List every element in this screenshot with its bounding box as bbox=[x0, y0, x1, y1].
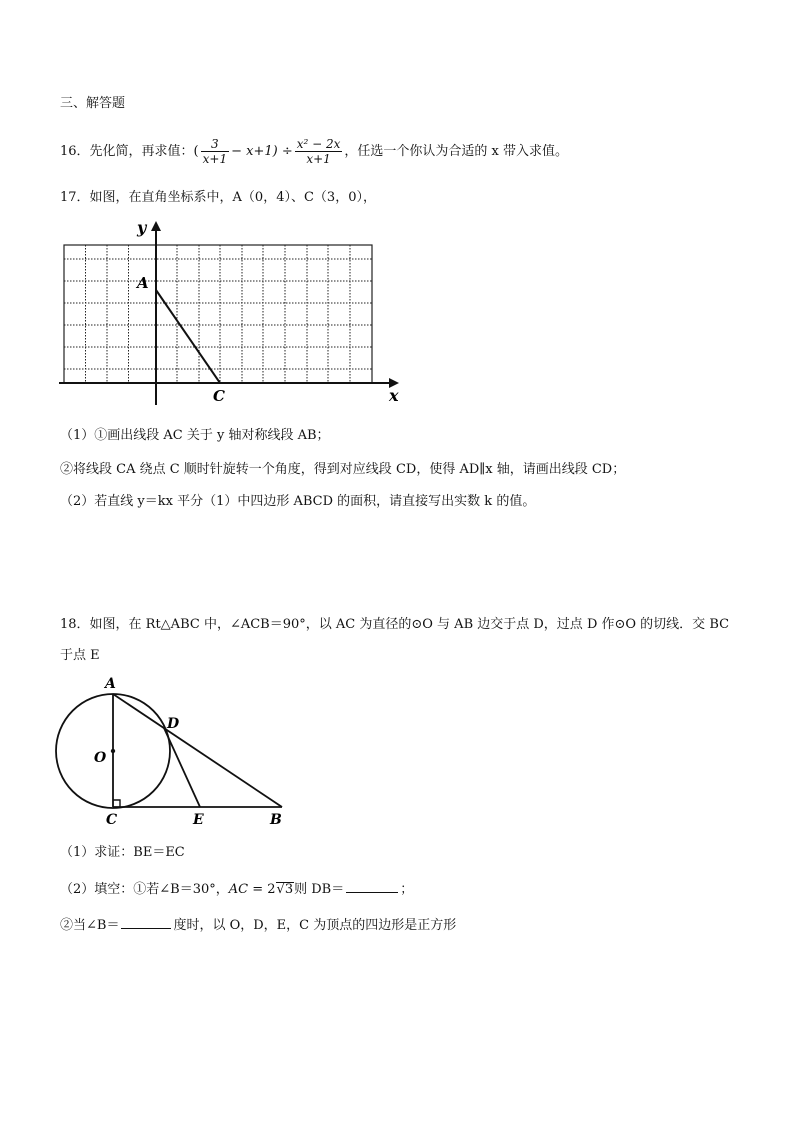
q18-line2: 于点 E bbox=[60, 648, 100, 663]
q16-frac2-denominator: x+1 bbox=[306, 152, 331, 166]
q18-label-d: D bbox=[167, 716, 180, 732]
q17-grid-lines bbox=[64, 245, 372, 383]
q17-part1b: ②将线段 CA 绕点 C 顺时针旋转一个角度，得到对应线段 CD，使得 AD∥x 轴，请画出线段 CD； bbox=[60, 462, 626, 477]
q18-line1: 18．如图，在 Rt△ABC 中，∠ACB＝90°，以 AC 为直径的⊙O 与 AB 边交于点 D，过点 D 作⊙O 的切线．交 BC bbox=[60, 617, 730, 632]
q17-part1a: （1）①画出线段 AC 关于 y 轴对称线段 AB； bbox=[60, 428, 330, 443]
q18-part2-sqrt-value: 3 bbox=[284, 882, 294, 897]
q18-part2 bbox=[60, 880, 413, 898]
q17-text: 17．如图，在直角坐标系中，A（0，4）、C（3，0）， bbox=[60, 190, 376, 205]
q18-answer-blank-angle[interactable] bbox=[121, 916, 171, 929]
q17-y-axis-arrow bbox=[151, 221, 161, 231]
q18-right-angle-mark bbox=[113, 800, 120, 807]
q18-part3-end: 度时，以 O，D，E，C 为顶点的四边形是正方形 bbox=[173, 918, 457, 933]
q16-fraction-1 bbox=[201, 137, 229, 166]
q18-part2-lead: （2）填空：①若∠B＝30°， bbox=[60, 882, 229, 897]
q18-part3 bbox=[60, 916, 456, 934]
q18-label-c: C bbox=[106, 812, 118, 828]
q16-number: 16． bbox=[60, 144, 90, 159]
q18-label-b: B bbox=[270, 812, 282, 828]
q18-side-ab bbox=[113, 694, 282, 807]
q18-part2-ac: AC bbox=[228, 882, 249, 897]
q18-part2-eq: = 2 bbox=[248, 882, 276, 897]
q17-label-a: A bbox=[137, 274, 149, 292]
q17-label-c: C bbox=[213, 387, 225, 405]
q16-fraction-2 bbox=[295, 137, 343, 166]
q18-answer-blank-db[interactable] bbox=[346, 880, 398, 893]
q18-center-dot bbox=[111, 749, 115, 753]
q16-frac1-denominator: x+1 bbox=[202, 152, 228, 166]
q16-lead: 先化简，再求值：( bbox=[89, 144, 199, 159]
q16-tail: ，任选一个你认为合适的 x 带入求值。 bbox=[344, 144, 568, 159]
q18-part2-sqrt: √3 bbox=[276, 882, 294, 897]
q16-frac1-numerator: 3 bbox=[201, 137, 229, 152]
q16-frac2-numerator: x² − 2x bbox=[296, 137, 341, 151]
q18-part2-then: 则 DB＝ bbox=[294, 882, 345, 897]
q18-part3-lead: ②当∠B＝ bbox=[60, 918, 120, 933]
question-16 bbox=[60, 132, 568, 172]
q17-label-x: x bbox=[389, 386, 399, 405]
q18-label-o: O bbox=[94, 750, 107, 766]
q17-grid-figure bbox=[55, 215, 405, 405]
section-title: 三、解答题 bbox=[60, 96, 126, 111]
q18-part1: （1）求证：BE＝EC bbox=[60, 845, 185, 860]
q16-mid: − x+1) ÷ bbox=[231, 144, 293, 159]
q18-geometry-figure bbox=[50, 670, 295, 835]
q18-label-a: A bbox=[105, 676, 116, 692]
q17-label-y: y bbox=[137, 218, 147, 237]
q18-part2-end: ； bbox=[400, 882, 414, 897]
q17-grid-border bbox=[64, 245, 372, 383]
q17-part2: （2）若直线 y＝kx 平分（1）中四边形 ABCD 的面积，请直接写出实数 k 的值。 bbox=[60, 494, 536, 509]
q18-label-e: E bbox=[193, 812, 204, 828]
